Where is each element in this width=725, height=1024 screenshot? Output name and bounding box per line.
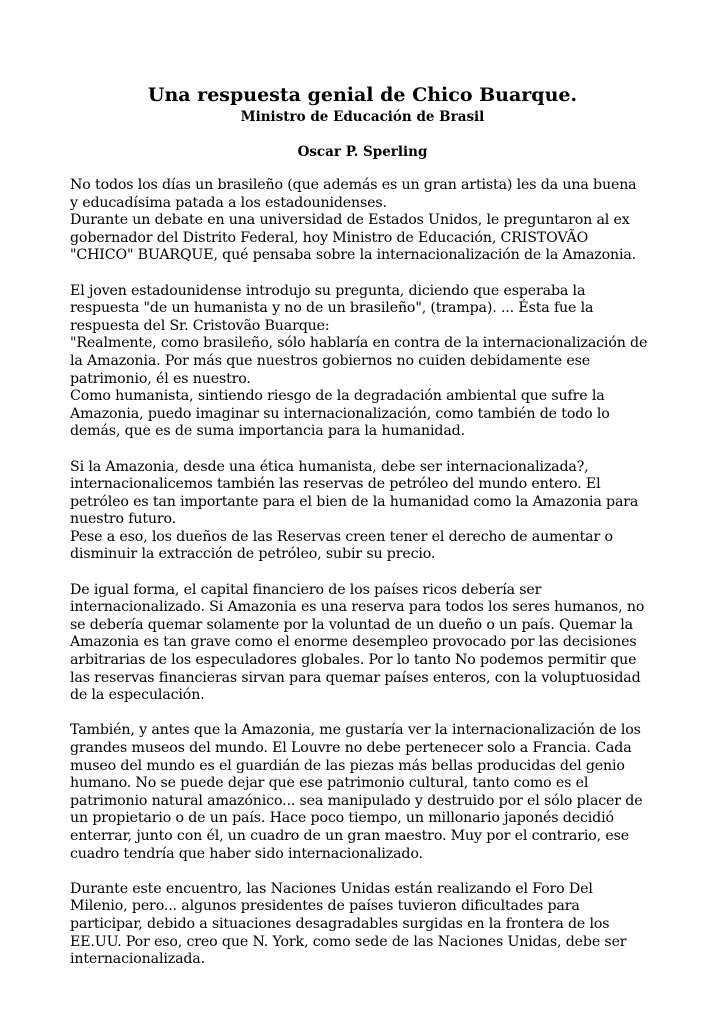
document-author: Oscar P. Sperling	[297, 144, 428, 160]
paragraph	[70, 582, 665, 705]
text-line: grandes museos del mundo. El Louvre no debe pertenecer solo a Francia. Cada	[70, 740, 632, 756]
text-line: humano. No se puede dejar que ese patrimonio cultural, tanto como es el	[70, 775, 589, 792]
paragraph	[70, 283, 665, 441]
text-line: disminuir la extracción de petróleo, subir su precio.	[70, 546, 436, 563]
text-line: y educadísima patada a los estadounidenses.	[70, 194, 387, 211]
text-line: El joven estadounidense introdujo su pregunta, diciendo que esperaba la	[70, 282, 586, 299]
text-line: de la especulación.	[70, 687, 205, 704]
text-line: un propietario o de un país. Hace poco tiempo, un millonario japonés decidió	[70, 810, 614, 827]
text-line: EE.UU. Por eso, creo que N. York, como sede de las Naciones Unidas, debe ser	[70, 933, 627, 950]
paragraph	[70, 881, 665, 969]
text-line: Amazonia, puedo imaginar su internacionalización, como también de todo lo	[70, 405, 610, 422]
document-body	[70, 177, 665, 986]
text-line: arbitrarias de los especuladores globales. Por lo tanto No podemos permitir que	[70, 652, 637, 669]
text-line: nuestro futuro.	[70, 511, 177, 528]
text-line: "Realmente, como brasileño, sólo hablaría en contra de la internacionalización de	[70, 335, 648, 352]
text-line: Durante un debate en una universidad de Estados Unidos, le preguntaron al ex	[70, 212, 630, 229]
text-line: De igual forma, el capital financiero de los países ricos debería ser	[70, 581, 542, 598]
text-line: museo del mundo es el guardián de las piezas más bellas producidas del genio	[70, 757, 625, 774]
text-line: internacionalicemos también las reservas de petróleo del mundo entero. El	[70, 476, 601, 493]
text-line: patrimonio, él es nuestro.	[70, 370, 251, 387]
paragraph	[70, 459, 665, 565]
text-line: la Amazonia. Por más que nuestros gobiernos no cuiden debidamente ese	[70, 352, 591, 369]
text-line: gobernador del Distrito Federal, hoy Ministro de Educación, CRISTOVÃO	[70, 229, 589, 246]
paragraph	[70, 177, 665, 265]
text-line: respuesta del Sr. Cristovão Buarque:	[70, 317, 330, 334]
text-line: internacionalizado. Si Amazonia es una reserva para todos los seres humanos, no	[70, 599, 645, 616]
text-line: Milenio, pero... algunos presidentes de países tuvieron dificultades para	[70, 898, 580, 915]
document-subtitle: Ministro de Educación de Brasil	[240, 109, 485, 125]
text-line: Pese a eso, los dueños de las Reservas creen tener el derecho de aumentar o	[70, 528, 613, 545]
text-line: Durante este encuentro, las Naciones Unidas están realizando el Foro Del	[70, 880, 593, 897]
text-line: internacionalizada.	[70, 951, 205, 968]
text-line: Amazonia es tan grave como el enorme desempleo provocado por las decisiones	[70, 634, 637, 651]
text-line: Como humanista, sintiendo riesgo de la degradación ambiental que sufre la	[70, 388, 605, 405]
document-title: Una respuesta genial de Chico Buarque.	[147, 84, 578, 106]
text-line: respuesta "de un humanista y no de un brasileño", (trampa). ... Ésta fue la	[70, 300, 594, 317]
text-line: cuadro tendría que haber sido internacionalizado.	[70, 845, 423, 862]
text-line: Si la Amazonia, desde una ética humanista, debe ser internacionalizada?,	[70, 458, 589, 475]
text-line: petróleo es tan importante para el bien de la humanidad como la Amazonia para	[70, 493, 639, 510]
text-line: "CHICO" BUARQUE, qué pensaba sobre la internacionalización de la Amazonia.	[70, 247, 637, 264]
text-line: las reservas financieras sirvan para quemar países enteros, con la voluptuosidad	[70, 669, 641, 686]
text-line: patrimonio natural amazónico... sea manipulado y destruido por el sólo placer de	[70, 792, 643, 809]
text-line: enterrar, junto con él, un cuadro de un gran maestro. Muy por el contrario, ese	[70, 827, 629, 844]
paragraph	[70, 722, 665, 863]
text-line: se debería quemar solamente por la voluntad de un dueño o un país. Quemar la	[70, 616, 633, 633]
text-line: participar, debido a situaciones desagradables surgidas en la frontera de los	[70, 915, 610, 932]
text-line: demás, que es de suma importancia para la humanidad.	[70, 423, 465, 440]
text-line: También, y antes que la Amazonia, me gustaría ver la internacionalización de los	[70, 722, 641, 739]
text-line: No todos los días un brasileño (que además es un gran artista) les da una buena	[70, 177, 637, 193]
